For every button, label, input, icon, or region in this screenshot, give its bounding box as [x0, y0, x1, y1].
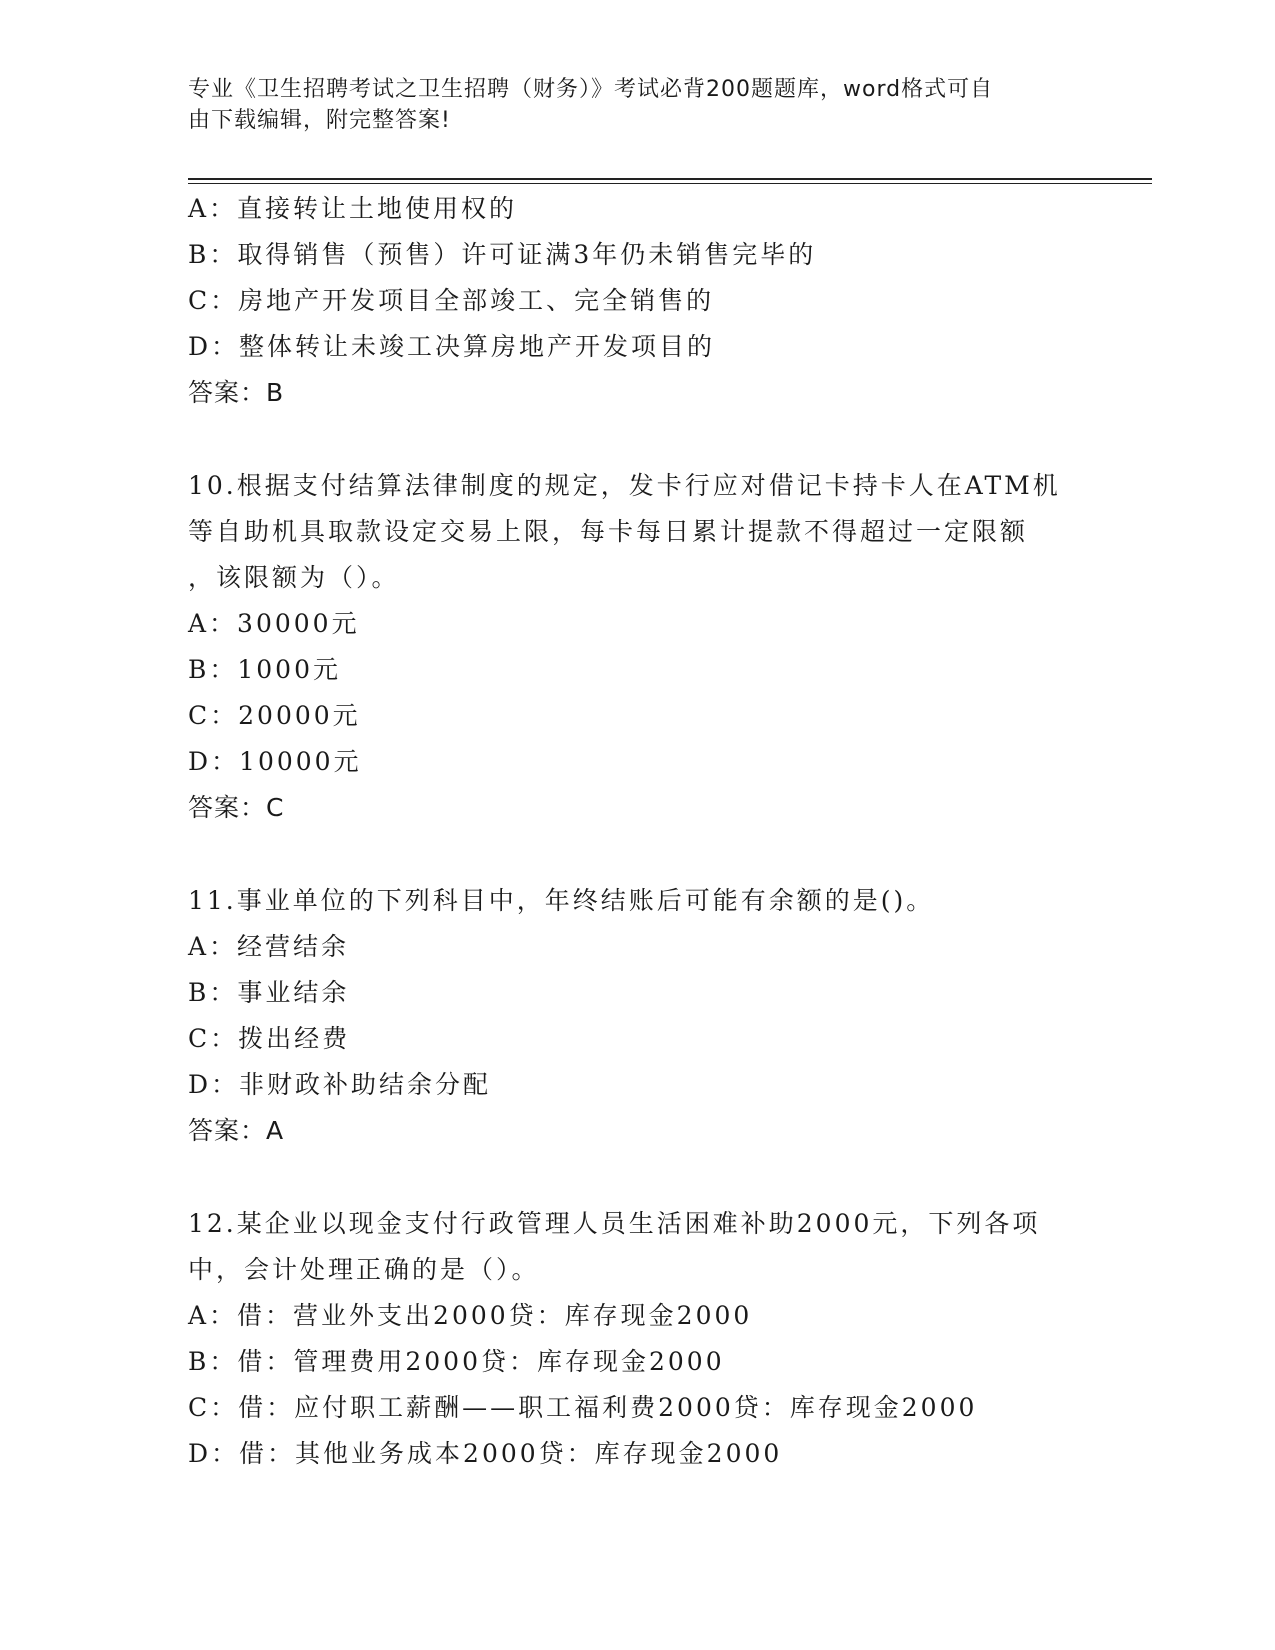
question-text: 12.某企业以现金支付行政管理人员生活困难补助2000元，下列各项	[188, 1209, 1041, 1238]
option-a: A：经营结余	[188, 932, 350, 961]
question-block-11	[188, 878, 1088, 1154]
question-block-10	[188, 463, 1088, 831]
question-block-12	[188, 1201, 1088, 1477]
question-text: ，该限额为（）。	[188, 563, 400, 592]
question-text: 11.事业单位的下列科目中，年终结账后可能有余额的是()。	[188, 886, 935, 915]
option-d: D：10000元	[188, 747, 362, 776]
option-d: D：整体转让未竣工决算房地产开发项目的	[188, 332, 716, 361]
option-c: C：20000元	[188, 701, 361, 730]
option-c: C：拨出经费	[188, 1024, 351, 1053]
option-d: D：非财政补助结余分配	[188, 1070, 492, 1099]
option-a: A：借：营业外支出2000贷：库存现金2000	[188, 1301, 753, 1330]
option-c: C：房地产开发项目全部竣工、完全销售的	[188, 286, 715, 315]
question-text: 中，会计处理正确的是（）。	[188, 1255, 540, 1284]
header-line-2: 由下载编辑，附完整答案!	[188, 108, 451, 133]
question-text: 10.根据支付结算法律制度的规定，发卡行应对借记卡持卡人在ATM机	[188, 471, 1061, 500]
option-b: B：1000元	[188, 655, 341, 684]
answer-line: 答案：C	[188, 793, 285, 822]
header-divider-thin	[188, 183, 1152, 184]
answer-line: 答案：B	[188, 378, 285, 407]
option-b: B：事业结余	[188, 978, 350, 1007]
option-a: A：30000元	[188, 609, 360, 638]
header-divider-thick	[188, 178, 1152, 180]
header-line-1: 专业《卫生招聘考试之卫生招聘（财务）》考试必背200题题库，word格式可自	[188, 77, 994, 102]
answer-line: 答案：A	[188, 1116, 285, 1145]
question-text: 等自助机具取款设定交易上限，每卡每日累计提款不得超过一定限额	[188, 517, 1029, 546]
option-a: A：直接转让土地使用权的	[188, 194, 518, 223]
option-c: C：借：应付职工薪酬——职工福利费2000贷：库存现金2000	[188, 1393, 978, 1422]
question-block-prev	[188, 186, 1088, 416]
question-list	[188, 186, 1088, 1477]
option-d: D：借：其他业务成本2000贷：库存现金2000	[188, 1439, 783, 1468]
document-header	[188, 74, 1068, 136]
option-b: B：取得销售（预售）许可证满3年仍未销售完毕的	[188, 240, 817, 269]
option-b: B：借：管理费用2000贷：库存现金2000	[188, 1347, 725, 1376]
